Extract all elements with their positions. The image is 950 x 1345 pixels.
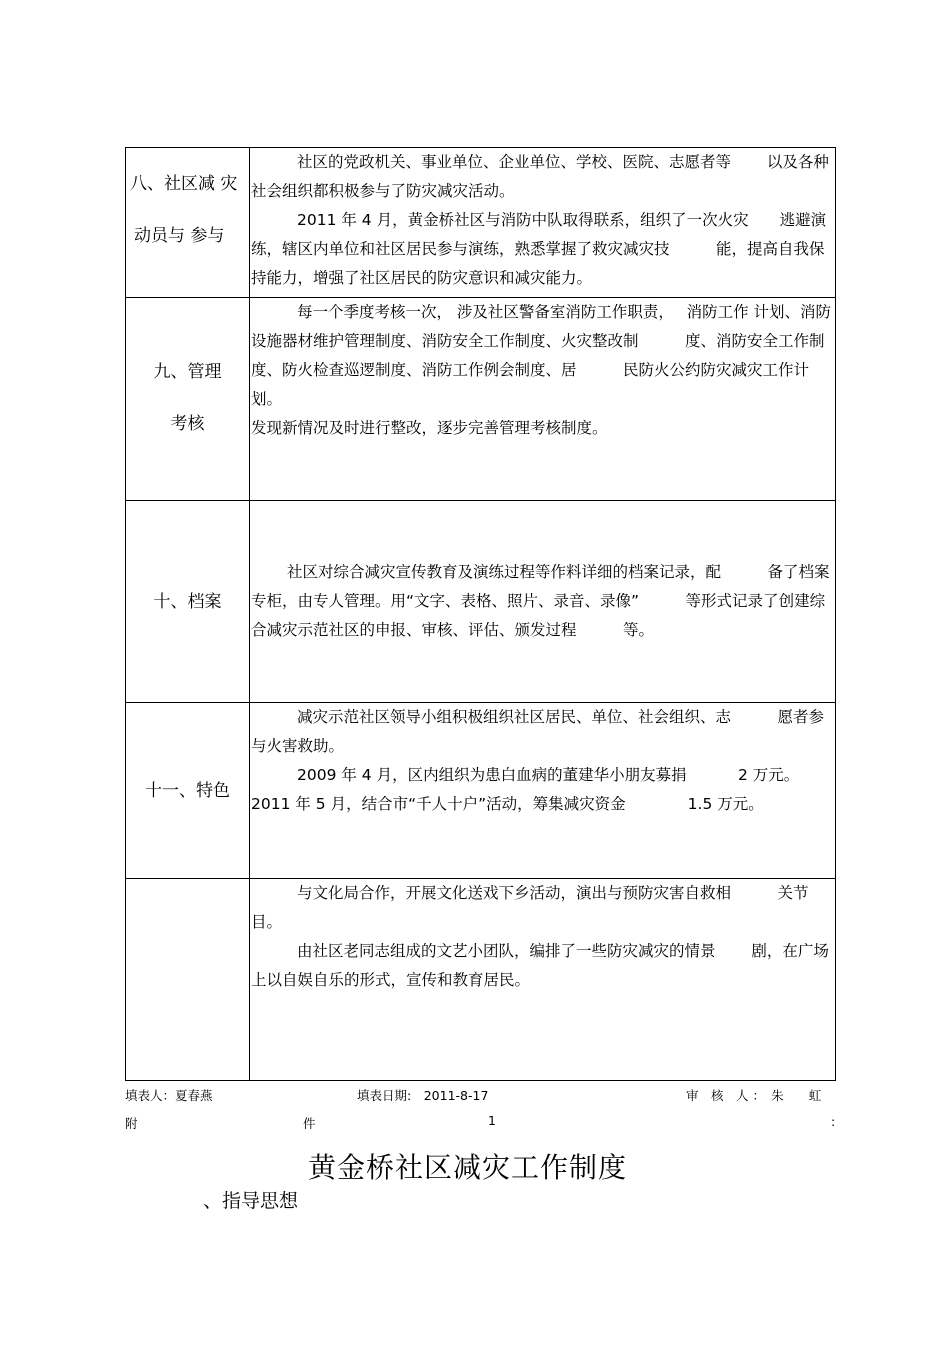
label-line: 十、档案 <box>153 591 222 612</box>
row-content <box>250 148 836 298</box>
row-label <box>126 501 250 703</box>
fill-date: 填表日期: 2011-8-17 <box>357 1088 489 1103</box>
paragraph: 社区对综合减灾宣传教育及演练过程等作料详细的档案记录，配 备了档案专柜，由专人管理。用“文字、表格、照片、录音、录像” 等形式记录了创建综合减灾示范社区的申报、审核、评估、颁发过程 等。 <box>251 563 830 639</box>
table-row <box>126 148 836 298</box>
paragraph: 2011 年 4 月，黄金桥社区与消防中队取得联系，组织了一次火灾 逃避演练，辖区内单位和社区居民参与演练，熟悉掌握了救灾减灾技 能，提高自我保持能力，增强了社区居民的防灾意识和减灾能力。 <box>251 211 827 287</box>
table-row <box>126 703 836 879</box>
row-content <box>250 703 836 879</box>
label-line: 考核 <box>170 414 205 434</box>
table-row <box>126 298 836 501</box>
label-line: 八、社区减 灾 <box>130 174 238 194</box>
row-content <box>250 501 836 703</box>
row-label <box>126 879 250 1081</box>
table-row <box>126 501 836 703</box>
row-content <box>250 879 836 1081</box>
paragraph: 与文化局合作，开展文化送戏下乡活动，演出与预防灾害自救相 关节目。 <box>251 884 809 931</box>
attachment-label-left: 附 <box>125 1116 138 1131</box>
paragraph: 减灾示范社区领导小组积极组织社区居民、单位、社会组织、志 愿者参与火害救助。 <box>251 708 825 755</box>
paragraph: 由社区老同志组成的文艺小团队，编排了一些防灾减灾的情景 剧，在广场上以自娱自乐的形式，宣传和教育居民。 <box>251 942 829 989</box>
paragraph: 社区的党政机关、事业单位、企业单位、学校、医院、志愿者等 以及各种社会组织都积极参与了防灾减灾活动。 <box>251 153 829 200</box>
paragraph: 2011 年 5 月，结合市“千人十户”活动，筹集减灾资金 1.5 万元。 <box>251 795 764 813</box>
row-content <box>250 298 836 501</box>
reviewer: 审 核 人 ： 朱 虹 <box>686 1088 822 1103</box>
attachment-number: 1 <box>488 1113 496 1128</box>
filler-name: 填表人：夏春燕 <box>125 1088 213 1103</box>
attachment-label-mid: 件 <box>303 1116 316 1131</box>
label-line: 动员与 参与 <box>134 226 225 246</box>
row-label <box>126 148 250 298</box>
table-row <box>126 879 836 1081</box>
paragraph: 发现新情况及时进行整改，逐步完善管理考核制度。 <box>251 419 608 437</box>
section-heading: 、指导思想 <box>203 1190 299 1212</box>
row-label <box>126 703 250 879</box>
row-label <box>126 298 250 501</box>
label-line: 九、管理 <box>153 362 222 382</box>
label-line: 十一、特色 <box>145 780 230 801</box>
document-title: 黄金桥社区减灾工作制度 <box>308 1151 628 1184</box>
attachment-colon: : <box>831 1114 836 1129</box>
paragraph: 每一个季度考核一次， 涉及社区警备室消防工作职责， 消防工作 计划、消防设施器材维护管理制度、消防安全工作制度、火灾整改制 度、消防安全工作制度、防火检查巡逻制度、消防工作例会制度、居 民防火公约防灾减灾工作计划。 <box>251 303 832 408</box>
paragraph: 2009 年 4 月，区内组织为患白血病的董建华小朋友募捐 2 万元。 <box>297 766 800 784</box>
info-table <box>125 147 836 1081</box>
